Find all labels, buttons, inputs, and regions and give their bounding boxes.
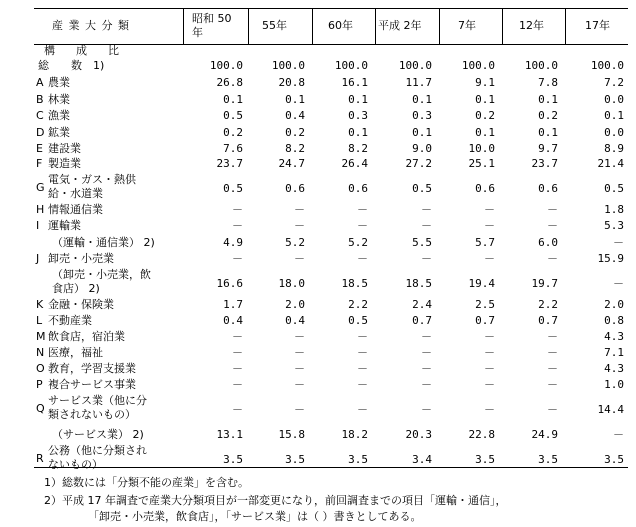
- row-value: 100.0: [590, 59, 624, 72]
- row-value: －: [294, 203, 305, 216]
- row-value: －: [547, 219, 558, 232]
- row-value: －: [357, 219, 368, 232]
- row-value: 0.1: [475, 93, 495, 106]
- row-value: 11.7: [405, 76, 432, 89]
- header-year: 12年: [519, 19, 544, 32]
- row-value: 9.0: [412, 142, 432, 155]
- row-value: －: [232, 362, 243, 375]
- header-year: 55年: [262, 19, 287, 32]
- row-value: 3.5: [475, 453, 495, 466]
- row-value: 18.5: [405, 277, 432, 290]
- row-value: －: [232, 330, 243, 343]
- row-code: A: [36, 76, 44, 89]
- row-code: J: [36, 252, 40, 265]
- row-value: 7.2: [604, 76, 624, 89]
- header-category: 産 業 大 分 類: [52, 19, 130, 32]
- row-value: 27.2: [405, 157, 432, 170]
- row-value: －: [294, 403, 305, 416]
- row-value: 19.7: [531, 277, 558, 290]
- footnote: 「卸売・小売業，飲食店」，「サービス業」は（ ）書きとしてある。: [88, 510, 422, 523]
- row-value: 0.5: [604, 182, 624, 195]
- row-value: 9.7: [538, 142, 558, 155]
- row-code: R: [36, 452, 44, 465]
- header-year: 昭和 50 年: [192, 12, 232, 39]
- row-value: －: [547, 378, 558, 391]
- row-value: －: [421, 219, 432, 232]
- row-label: 飲食店，宿泊業: [48, 330, 125, 343]
- footnote: 2）平成 17 年調査で産業大分類項目が一部変更になり，前回調査までの項目「運輸・通信」，: [44, 494, 507, 507]
- row-value: 0.0: [604, 93, 624, 106]
- row-value: 0.6: [475, 182, 495, 195]
- row-value: －: [357, 362, 368, 375]
- row-value: －: [232, 403, 243, 416]
- row-value: －: [613, 428, 624, 441]
- row-value: －: [232, 219, 243, 232]
- header-bottom-rule: [34, 44, 628, 45]
- row-value: 2.4: [412, 298, 432, 311]
- row-value: 0.3: [348, 109, 368, 122]
- table-top-rule: [34, 8, 628, 9]
- row-label: 医療，福祉: [48, 346, 103, 359]
- row-value: 5.7: [475, 236, 495, 249]
- row-value: －: [357, 346, 368, 359]
- row-value: 9.1: [475, 76, 495, 89]
- row-value: 21.4: [597, 157, 624, 170]
- row-code: D: [36, 126, 45, 139]
- row-value: 0.8: [604, 314, 624, 327]
- row-label: 建設業: [48, 142, 81, 155]
- row-value: 0.1: [412, 93, 432, 106]
- row-value: 7.8: [538, 76, 558, 89]
- row-value: 5.3: [604, 219, 624, 232]
- row-value: 0.1: [475, 126, 495, 139]
- row-value: 10.0: [468, 142, 495, 155]
- row-value: 2.0: [285, 298, 305, 311]
- row-value: 4.9: [223, 236, 243, 249]
- section-title-char: 成: [76, 44, 87, 57]
- row-value: －: [421, 403, 432, 416]
- row-value: 20.8: [278, 76, 305, 89]
- row-value: 0.5: [223, 109, 243, 122]
- row-value: －: [232, 252, 243, 265]
- row-code: M: [36, 330, 46, 343]
- row-value: －: [421, 378, 432, 391]
- row-value: 14.4: [597, 403, 624, 416]
- row-value: 8.9: [604, 142, 624, 155]
- row-value: 0.2: [475, 109, 495, 122]
- row-value: －: [294, 330, 305, 343]
- row-label: 鉱業: [48, 126, 70, 139]
- row-label: （サービス業） 2): [52, 428, 144, 441]
- row-code: I: [36, 219, 40, 232]
- row-value: 7.1: [604, 346, 624, 359]
- row-value: 0.5: [412, 182, 432, 195]
- row-value: 0.6: [348, 182, 368, 195]
- row-value: －: [484, 403, 495, 416]
- row-value: 1.8: [604, 203, 624, 216]
- header-year: 60年: [328, 19, 353, 32]
- row-value: 0.4: [285, 109, 305, 122]
- row-value: －: [357, 252, 368, 265]
- header-col-divider: [183, 8, 184, 44]
- row-code: Q: [36, 402, 45, 415]
- row-label: 公務（他に分類され ないもの）: [48, 444, 147, 471]
- row-value: －: [421, 362, 432, 375]
- row-value: 16.1: [341, 76, 368, 89]
- row-value: 13.1: [216, 428, 243, 441]
- row-code: B: [36, 93, 44, 106]
- row-label: サービス業（他に分 類されないもの）: [48, 394, 147, 421]
- row-code: H: [36, 203, 45, 216]
- row-value: 3.4: [412, 453, 432, 466]
- row-value: 0.1: [604, 109, 624, 122]
- row-code: O: [36, 362, 45, 375]
- row-code: P: [36, 378, 43, 391]
- row-value: 18.0: [278, 277, 305, 290]
- row-value: 0.5: [223, 182, 243, 195]
- row-value: 22.8: [468, 428, 495, 441]
- header-col-divider: [439, 8, 440, 44]
- row-value: 20.3: [405, 428, 432, 441]
- row-value: 1.0: [604, 378, 624, 391]
- section-title-char: 構: [44, 44, 55, 57]
- row-value: 0.4: [285, 314, 305, 327]
- row-value: －: [484, 362, 495, 375]
- row-value: 0.7: [475, 314, 495, 327]
- row-label: 金融・保険業: [48, 298, 114, 311]
- row-value: 26.8: [216, 76, 243, 89]
- row-code: G: [36, 181, 45, 194]
- row-value: 24.7: [278, 157, 305, 170]
- row-value: 0.1: [348, 126, 368, 139]
- row-label: 運輸業: [48, 219, 81, 232]
- row-value: 0.2: [285, 126, 305, 139]
- row-value: －: [294, 346, 305, 359]
- row-label: 林業: [48, 93, 70, 106]
- row-value: 100.0: [271, 59, 305, 72]
- row-value: －: [357, 203, 368, 216]
- row-code: K: [36, 298, 44, 311]
- row-value: －: [484, 252, 495, 265]
- row-value: －: [547, 330, 558, 343]
- row-value: －: [484, 346, 495, 359]
- row-value: －: [421, 346, 432, 359]
- row-value: 8.2: [285, 142, 305, 155]
- row-label: 不動産業: [48, 314, 92, 327]
- row-value: －: [484, 330, 495, 343]
- row-code: L: [36, 314, 43, 327]
- header-col-divider: [502, 8, 503, 44]
- row-value: 23.7: [531, 157, 558, 170]
- row-value: 25.1: [468, 157, 495, 170]
- row-value: 7.6: [223, 142, 243, 155]
- row-label: 教育，学習支援業: [48, 362, 136, 375]
- row-label: 卸売・小売業: [48, 252, 114, 265]
- row-value: 0.2: [223, 126, 243, 139]
- row-value: －: [232, 346, 243, 359]
- row-value: －: [547, 203, 558, 216]
- row-code: E: [36, 142, 43, 155]
- header-year: 7年: [458, 19, 476, 32]
- row-value: 3.5: [538, 453, 558, 466]
- row-value: 15.9: [597, 252, 624, 265]
- row-code: F: [36, 157, 43, 170]
- row-value: 0.4: [223, 314, 243, 327]
- section-title-char: 比: [108, 44, 119, 57]
- row-value: 100.0: [334, 59, 368, 72]
- row-value: 4.3: [604, 362, 624, 375]
- row-value: 3.5: [348, 453, 368, 466]
- row-value: －: [294, 362, 305, 375]
- row-value: －: [613, 236, 624, 249]
- header-year: 17年: [585, 19, 610, 32]
- row-value: －: [547, 252, 558, 265]
- row-label: 総 数 1): [38, 59, 105, 72]
- row-value: 100.0: [524, 59, 558, 72]
- row-value: －: [357, 378, 368, 391]
- row-value: 0.6: [285, 182, 305, 195]
- row-value: 0.2: [538, 109, 558, 122]
- row-value: 0.1: [223, 93, 243, 106]
- footnote: 1）総数には「分類不能の産業」を含む。: [44, 476, 249, 489]
- row-label: 製造業: [48, 157, 81, 170]
- row-value: 100.0: [209, 59, 243, 72]
- header-col-divider: [375, 8, 376, 44]
- row-value: 0.1: [538, 93, 558, 106]
- row-value: 26.4: [341, 157, 368, 170]
- row-value: －: [357, 330, 368, 343]
- row-value: 18.5: [341, 277, 368, 290]
- row-value: －: [484, 203, 495, 216]
- row-label: 情報通信業: [48, 203, 103, 216]
- row-value: －: [421, 330, 432, 343]
- row-value: 100.0: [461, 59, 495, 72]
- row-value: 1.7: [223, 298, 243, 311]
- row-label: 漁業: [48, 109, 70, 122]
- row-value: －: [294, 252, 305, 265]
- row-value: 24.9: [531, 428, 558, 441]
- row-value: 0.1: [348, 93, 368, 106]
- row-value: 5.2: [285, 236, 305, 249]
- row-value: 2.2: [538, 298, 558, 311]
- row-value: 0.7: [412, 314, 432, 327]
- row-value: 8.2: [348, 142, 368, 155]
- row-value: 18.2: [341, 428, 368, 441]
- row-value: －: [357, 403, 368, 416]
- row-value: 0.7: [538, 314, 558, 327]
- row-label: （運輸・通信業） 2): [52, 236, 155, 249]
- row-value: 19.4: [468, 277, 495, 290]
- row-value: －: [294, 219, 305, 232]
- row-value: 3.5: [604, 453, 624, 466]
- row-value: 4.3: [604, 330, 624, 343]
- row-code: C: [36, 109, 44, 122]
- row-value: 23.7: [216, 157, 243, 170]
- row-value: 100.0: [398, 59, 432, 72]
- row-value: －: [547, 362, 558, 375]
- row-value: 16.6: [216, 277, 243, 290]
- row-value: －: [232, 203, 243, 216]
- row-value: －: [421, 203, 432, 216]
- row-value: 0.5: [348, 314, 368, 327]
- row-value: 5.5: [412, 236, 432, 249]
- row-value: 3.5: [285, 453, 305, 466]
- row-value: 2.2: [348, 298, 368, 311]
- row-value: －: [484, 219, 495, 232]
- row-value: 15.8: [278, 428, 305, 441]
- row-value: 3.5: [223, 453, 243, 466]
- row-code: N: [36, 346, 45, 359]
- row-value: 0.1: [412, 126, 432, 139]
- header-year: 平成 2年: [378, 19, 422, 32]
- row-value: 2.5: [475, 298, 495, 311]
- row-value: －: [294, 378, 305, 391]
- row-label: 農業: [48, 76, 70, 89]
- header-col-divider: [248, 8, 249, 44]
- row-label: 複合サービス事業: [48, 378, 136, 391]
- row-value: 0.1: [285, 93, 305, 106]
- row-value: 6.0: [538, 236, 558, 249]
- row-value: 0.3: [412, 109, 432, 122]
- row-value: －: [484, 378, 495, 391]
- row-label: 電気・ガス・熱供 給・水道業: [48, 173, 136, 200]
- row-value: 0.6: [538, 182, 558, 195]
- row-value: 0.0: [604, 126, 624, 139]
- row-value: 2.0: [604, 298, 624, 311]
- row-value: 5.2: [348, 236, 368, 249]
- row-label: （卸売・小売業，飲 食店） 2): [52, 268, 151, 295]
- row-value: 0.1: [538, 126, 558, 139]
- header-col-divider: [312, 8, 313, 44]
- row-value: －: [547, 346, 558, 359]
- header-col-divider: [565, 8, 566, 44]
- row-value: －: [613, 277, 624, 290]
- row-value: －: [421, 252, 432, 265]
- row-value: －: [232, 378, 243, 391]
- row-value: －: [547, 403, 558, 416]
